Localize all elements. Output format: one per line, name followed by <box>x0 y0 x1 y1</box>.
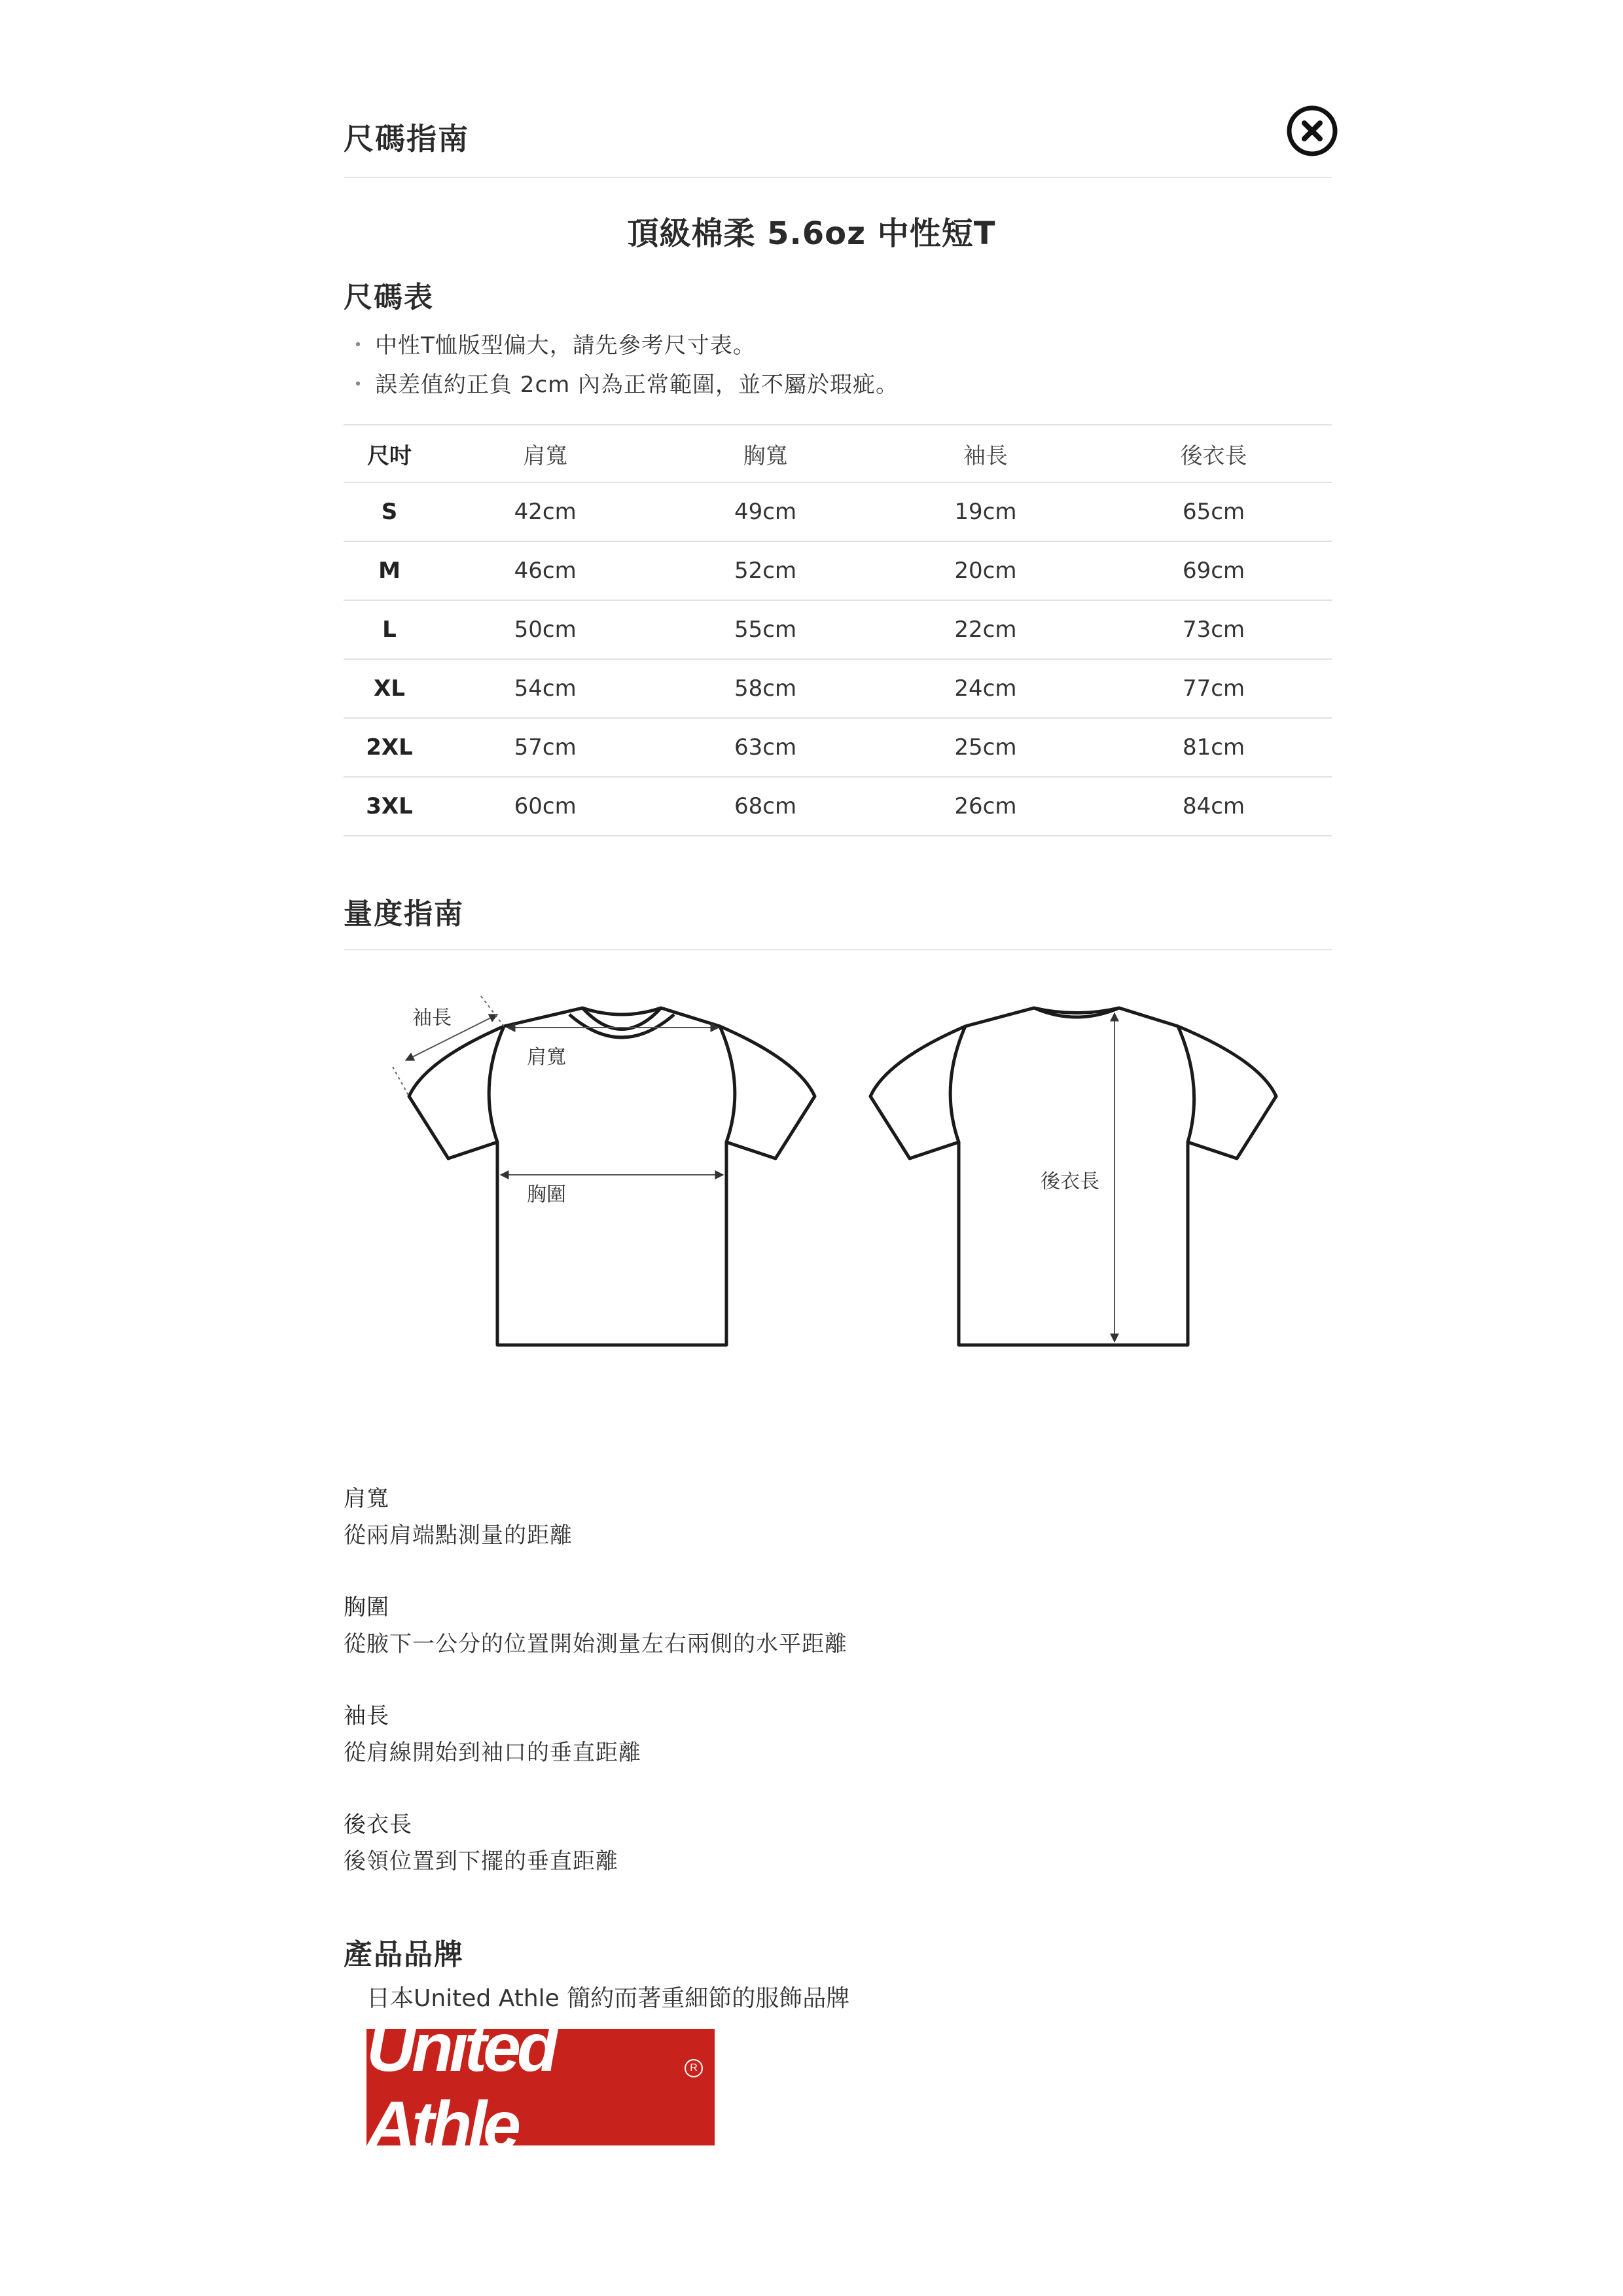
brand-heading: 產品品牌 <box>344 1938 464 1971</box>
brand-logo <box>366 2010 715 2164</box>
sleeve-cell: 25cm <box>876 718 1096 777</box>
brand-description: 日本United Athle 簡約而著重細節的服飾品牌 <box>366 1985 850 2012</box>
definition-desc: 從肩線開始到袖口的垂直距離 <box>344 1740 641 1766</box>
column-header-size: 尺吋 <box>344 425 435 482</box>
shoulder-cell: 46cm <box>435 541 655 600</box>
definition-term: 肩寬 <box>344 1486 389 1512</box>
size-cell: 3XL <box>344 777 435 836</box>
size-cell: S <box>344 482 435 541</box>
table-row <box>344 541 1332 600</box>
column-header-sleeve: 袖長 <box>876 425 1096 482</box>
diagram-label-shoulder: 肩寬 <box>527 1046 566 1069</box>
chest-cell: 55cm <box>655 600 875 659</box>
back-length-cell: 65cm <box>1096 482 1332 541</box>
shoulder-cell: 60cm <box>435 777 655 836</box>
measure-guide-divider <box>344 949 1332 950</box>
definition-desc: 從兩肩端點測量的距離 <box>344 1522 573 1549</box>
sleeve-cell: 22cm <box>876 600 1096 659</box>
column-header-chest: 胸寬 <box>655 425 875 482</box>
table-row <box>344 718 1332 777</box>
diagram-label-chest: 胸圍 <box>527 1183 566 1206</box>
sleeve-cell: 19cm <box>876 482 1096 541</box>
back-length-cell: 73cm <box>1096 600 1332 659</box>
close-button[interactable] <box>1286 105 1338 157</box>
size-cell: XL <box>344 659 435 718</box>
close-circle-icon <box>1286 105 1338 157</box>
size-cell: 2XL <box>344 718 435 777</box>
table-row <box>344 777 1332 836</box>
column-header-shoulder: 肩寬 <box>435 425 655 482</box>
diagram-label-back-length: 後衣長 <box>1041 1170 1099 1193</box>
chest-cell: 58cm <box>655 659 875 718</box>
sleeve-cell: 24cm <box>876 659 1096 718</box>
size-note-1: ・ 中性T恤版型偏大，請先參考尺寸表。 <box>347 332 756 359</box>
shoulder-cell: 57cm <box>435 718 655 777</box>
definition-term: 後衣長 <box>344 1812 412 1838</box>
table-row <box>344 482 1332 541</box>
definition-term: 袖長 <box>344 1703 389 1729</box>
chest-cell: 68cm <box>655 777 875 836</box>
back-length-cell: 77cm <box>1096 659 1332 718</box>
definition-desc: 從腋下一公分的位置開始測量左右兩側的水平距離 <box>344 1631 847 1657</box>
chest-cell: 49cm <box>655 482 875 541</box>
shoulder-cell: 50cm <box>435 600 655 659</box>
table-row <box>344 659 1332 718</box>
diagram-label-sleeve: 袖長 <box>412 1007 452 1030</box>
size-chart-heading: 尺碼表 <box>344 281 434 314</box>
table-header-row <box>344 425 1332 482</box>
back-length-cell: 81cm <box>1096 718 1332 777</box>
column-header-back-length: 後衣長 <box>1096 425 1332 482</box>
product-title: 頂級棉柔 5.6oz 中性短T <box>627 215 996 252</box>
back-length-cell: 84cm <box>1096 777 1332 836</box>
tshirt-measurement-diagram <box>366 988 1283 1368</box>
size-cell: M <box>344 541 435 600</box>
registered-mark-icon: R <box>685 2059 703 2077</box>
size-table <box>344 424 1332 836</box>
brand-logo-text: United Athle <box>366 2010 555 2164</box>
size-cell: L <box>344 600 435 659</box>
shoulder-cell: 54cm <box>435 659 655 718</box>
table-row <box>344 600 1332 659</box>
measure-guide-heading: 量度指南 <box>344 897 464 931</box>
front-tshirt-outline <box>409 1008 815 1345</box>
shoulder-cell: 42cm <box>435 482 655 541</box>
definition-desc: 後領位置到下擺的垂直距離 <box>344 1848 618 1874</box>
header-divider <box>344 177 1332 178</box>
sleeve-cell: 20cm <box>876 541 1096 600</box>
size-note-2: ・ 誤差值約正負 2cm 內為正常範圍，並不屬於瑕疵。 <box>347 372 899 398</box>
sleeve-cell: 26cm <box>876 777 1096 836</box>
back-length-cell: 69cm <box>1096 541 1332 600</box>
chest-cell: 52cm <box>655 541 875 600</box>
page-title: 尺碼指南 <box>344 121 469 156</box>
definition-term: 胸圍 <box>344 1594 389 1621</box>
chest-cell: 63cm <box>655 718 875 777</box>
